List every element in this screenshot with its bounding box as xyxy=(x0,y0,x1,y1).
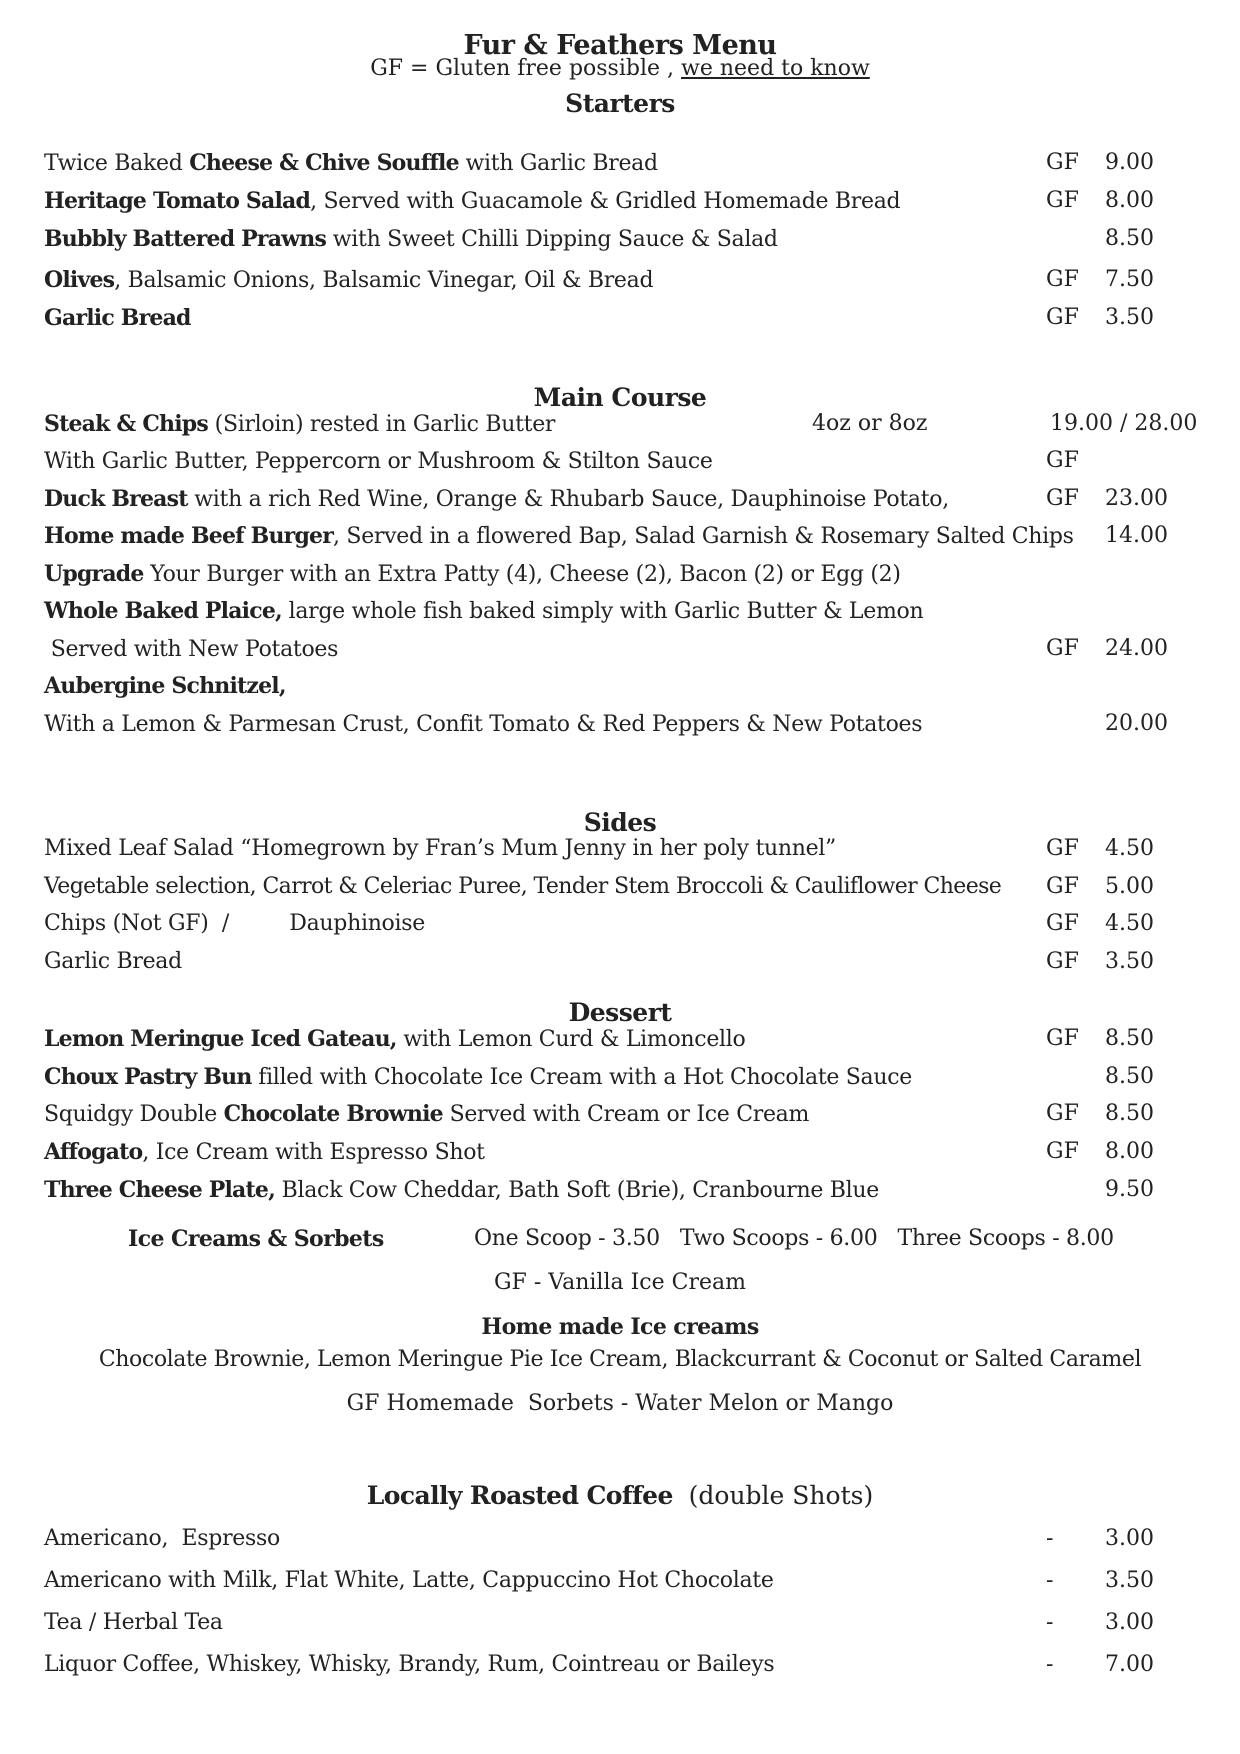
menu-item xyxy=(0,636,1240,670)
item-price: 7.00 xyxy=(1105,1652,1154,1677)
coffee-heading-note: (double Shots) xyxy=(672,1481,874,1510)
gf-marker: GF xyxy=(1046,911,1079,936)
gf-marker: GF xyxy=(1046,305,1079,330)
menu-item xyxy=(0,448,1240,482)
main-course-heading: Main Course xyxy=(533,383,707,412)
item-description: Garlic Bread xyxy=(44,949,182,974)
item-description: Aubergine Schnitzel, xyxy=(44,673,286,699)
item-price: 3.50 xyxy=(1105,305,1154,330)
dash: - xyxy=(1046,1652,1054,1677)
gf-marker: GF xyxy=(1046,188,1079,213)
menu-item xyxy=(0,1101,1240,1135)
item-description: Garlic Bread xyxy=(44,305,191,331)
coffee-heading xyxy=(0,1481,1240,1510)
item-price: 8.50 xyxy=(1105,1101,1154,1126)
item-price: 8.50 xyxy=(1105,1026,1154,1051)
item-price: 8.50 xyxy=(1105,1064,1154,1089)
ice-cream-prices-row xyxy=(0,1226,1240,1260)
item-description: Chips (Not GF) / Dauphinoise xyxy=(44,911,425,936)
gf-marker: GF xyxy=(1046,874,1079,899)
item-price: 5.00 xyxy=(1105,874,1154,899)
item-description: Upgrade Your Burger with an Extra Patty (4), Cheese (2), Bacon (2) or Egg (2) xyxy=(44,561,901,587)
item-price: 24.00 xyxy=(1105,636,1168,661)
menu-item xyxy=(0,1652,1240,1686)
item-description: Americano with Milk, Flat White, Latte, Cappuccino Hot Chocolate xyxy=(44,1568,774,1593)
menu-item xyxy=(0,1064,1240,1098)
item-description: Tea / Herbal Tea xyxy=(44,1610,223,1635)
item-description: Choux Pastry Bun filled with Chocolate Ice Cream with a Hot Chocolate Sauce xyxy=(44,1064,912,1090)
item-price: 8.00 xyxy=(1105,1139,1154,1164)
gf-marker: GF xyxy=(1046,267,1079,292)
item-price: 3.50 xyxy=(1105,949,1154,974)
menu-item xyxy=(0,226,1240,260)
item-price: 3.50 xyxy=(1105,1568,1154,1593)
gf-note-underlined: we need to know xyxy=(681,56,870,81)
item-description: Olives, Balsamic Onions, Balsamic Vinegar, Oil & Bread xyxy=(44,267,654,293)
gf-marker: GF xyxy=(1046,1101,1079,1126)
menu-item xyxy=(0,836,1240,870)
homemade-flavours: Chocolate Brownie, Lemon Meringue Pie Ice Cream, Blackcurrant & Coconut or Salted Caramel xyxy=(98,1347,1142,1372)
menu-title: Fur & Feathers Menu xyxy=(463,30,777,61)
item-description: Liquor Coffee, Whiskey, Whisky, Brandy, Rum, Cointreau or Baileys xyxy=(44,1652,775,1677)
menu-item xyxy=(0,561,1240,595)
coffee-heading-title: Locally Roasted Coffee xyxy=(366,1481,673,1510)
item-description: Lemon Meringue Iced Gateau, with Lemon Curd & Limoncello xyxy=(44,1026,746,1052)
item-description: Three Cheese Plate, Black Cow Cheddar, Bath Soft (Brie), Cranbourne Blue xyxy=(44,1177,879,1203)
menu-item xyxy=(0,150,1240,184)
gf-marker: GF xyxy=(1046,486,1079,511)
item-description: Heritage Tomato Salad, Served with Guacamole & Gridled Homemade Bread xyxy=(44,188,901,214)
menu-item xyxy=(0,598,1240,632)
item-price: 3.00 xyxy=(1105,1526,1154,1551)
dash: - xyxy=(1046,1568,1054,1593)
gf-marker: GF xyxy=(1046,448,1079,473)
item-description: With a Lemon & Parmesan Crust, Confit Tomato & Red Peppers & New Potatoes xyxy=(44,712,923,737)
item-description: Duck Breast with a rich Red Wine, Orange & Rhubarb Sauce, Dauphinoise Potato, xyxy=(44,486,949,512)
menu-item xyxy=(0,1026,1240,1060)
item-description: Vegetable selection, Carrot & Celeriac Puree, Tender Stem Broccoli & Cauliflower Cheese xyxy=(44,874,1002,899)
sides-heading: Sides xyxy=(583,808,657,837)
menu-item xyxy=(0,486,1240,520)
menu-item xyxy=(0,711,1240,745)
item-description: Steak & Chips (Sirloin) rested in Garlic Butter xyxy=(44,411,556,437)
ice-cream-prices: One Scoop - 3.50 Two Scoops - 6.00 Three Scoops - 8.00 xyxy=(474,1226,1114,1251)
gf-marker: GF xyxy=(1046,636,1079,661)
menu-item xyxy=(0,1568,1240,1602)
menu-item xyxy=(0,911,1240,945)
item-price: 8.00 xyxy=(1105,188,1154,213)
menu-item xyxy=(0,874,1240,908)
item-description: Squidgy Double Chocolate Brownie Served with Cream or Ice Cream xyxy=(44,1101,810,1127)
gf-marker: GF xyxy=(1046,1139,1079,1164)
sorbets-line: GF Homemade Sorbets - Water Melon or Mango xyxy=(346,1391,894,1416)
homemade-ice-creams-heading: Home made Ice creams xyxy=(481,1314,759,1340)
menu-item xyxy=(0,949,1240,983)
item-price: 8.50 xyxy=(1105,226,1154,251)
item-price: 23.00 xyxy=(1105,486,1168,511)
gf-marker: GF xyxy=(1046,150,1079,175)
gf-note xyxy=(0,56,1240,81)
item-description: Home made Beef Burger, Served in a flowered Bap, Salad Garnish & Rosemary Salted Chips xyxy=(44,523,1074,549)
item-description: Whole Baked Plaice, large whole fish baked simply with Garlic Butter & Lemon xyxy=(44,598,924,624)
item-description: Affogato, Ice Cream with Espresso Shot xyxy=(44,1139,485,1165)
item-price: 9.50 xyxy=(1105,1177,1154,1202)
item-price: 14.00 xyxy=(1105,523,1168,548)
starters-heading: Starters xyxy=(565,89,675,118)
item-price: 4.50 xyxy=(1105,836,1154,861)
dash: - xyxy=(1046,1526,1054,1551)
item-price: 7.50 xyxy=(1105,267,1154,292)
gf-marker: GF xyxy=(1046,1026,1079,1051)
item-price: 9.00 xyxy=(1105,150,1154,175)
menu-item xyxy=(0,1610,1240,1644)
menu-item xyxy=(0,267,1240,301)
ice-cream-label: Ice Creams & Sorbets xyxy=(128,1226,384,1252)
gf-vanilla-line: GF - Vanilla Ice Cream xyxy=(493,1270,746,1295)
menu-item xyxy=(0,411,1240,445)
dash: - xyxy=(1046,1610,1054,1635)
item-portion: 4oz or 8oz xyxy=(812,411,928,436)
item-price: 20.00 xyxy=(1105,711,1168,736)
gf-marker: GF xyxy=(1046,836,1079,861)
menu-item xyxy=(0,523,1240,557)
item-description: Bubbly Battered Prawns with Sweet Chilli Dipping Sauce & Salad xyxy=(44,226,778,252)
item-price: 4.50 xyxy=(1105,911,1154,936)
gf-note-text: GF = Gluten free possible , xyxy=(370,56,675,81)
dessert-heading: Dessert xyxy=(568,998,672,1027)
item-description: With Garlic Butter, Peppercorn or Mushroom & Stilton Sauce xyxy=(44,449,713,474)
item-description: Twice Baked Cheese & Chive Souffle with Garlic Bread xyxy=(44,150,658,176)
menu-item xyxy=(0,1526,1240,1560)
item-price: 19.00 / 28.00 xyxy=(1050,411,1198,436)
item-price: 3.00 xyxy=(1105,1610,1154,1635)
item-description: Mixed Leaf Salad “Homegrown by Fran’s Mum Jenny in her poly tunnel” xyxy=(44,836,836,861)
menu-item xyxy=(0,305,1240,339)
menu-item xyxy=(0,673,1240,707)
gf-marker: GF xyxy=(1046,949,1079,974)
item-description: Served with New Potatoes xyxy=(44,637,339,662)
item-description: Americano, Espresso xyxy=(44,1526,280,1551)
menu-item xyxy=(0,1139,1240,1173)
menu-item xyxy=(0,188,1240,222)
menu-item xyxy=(0,1177,1240,1211)
